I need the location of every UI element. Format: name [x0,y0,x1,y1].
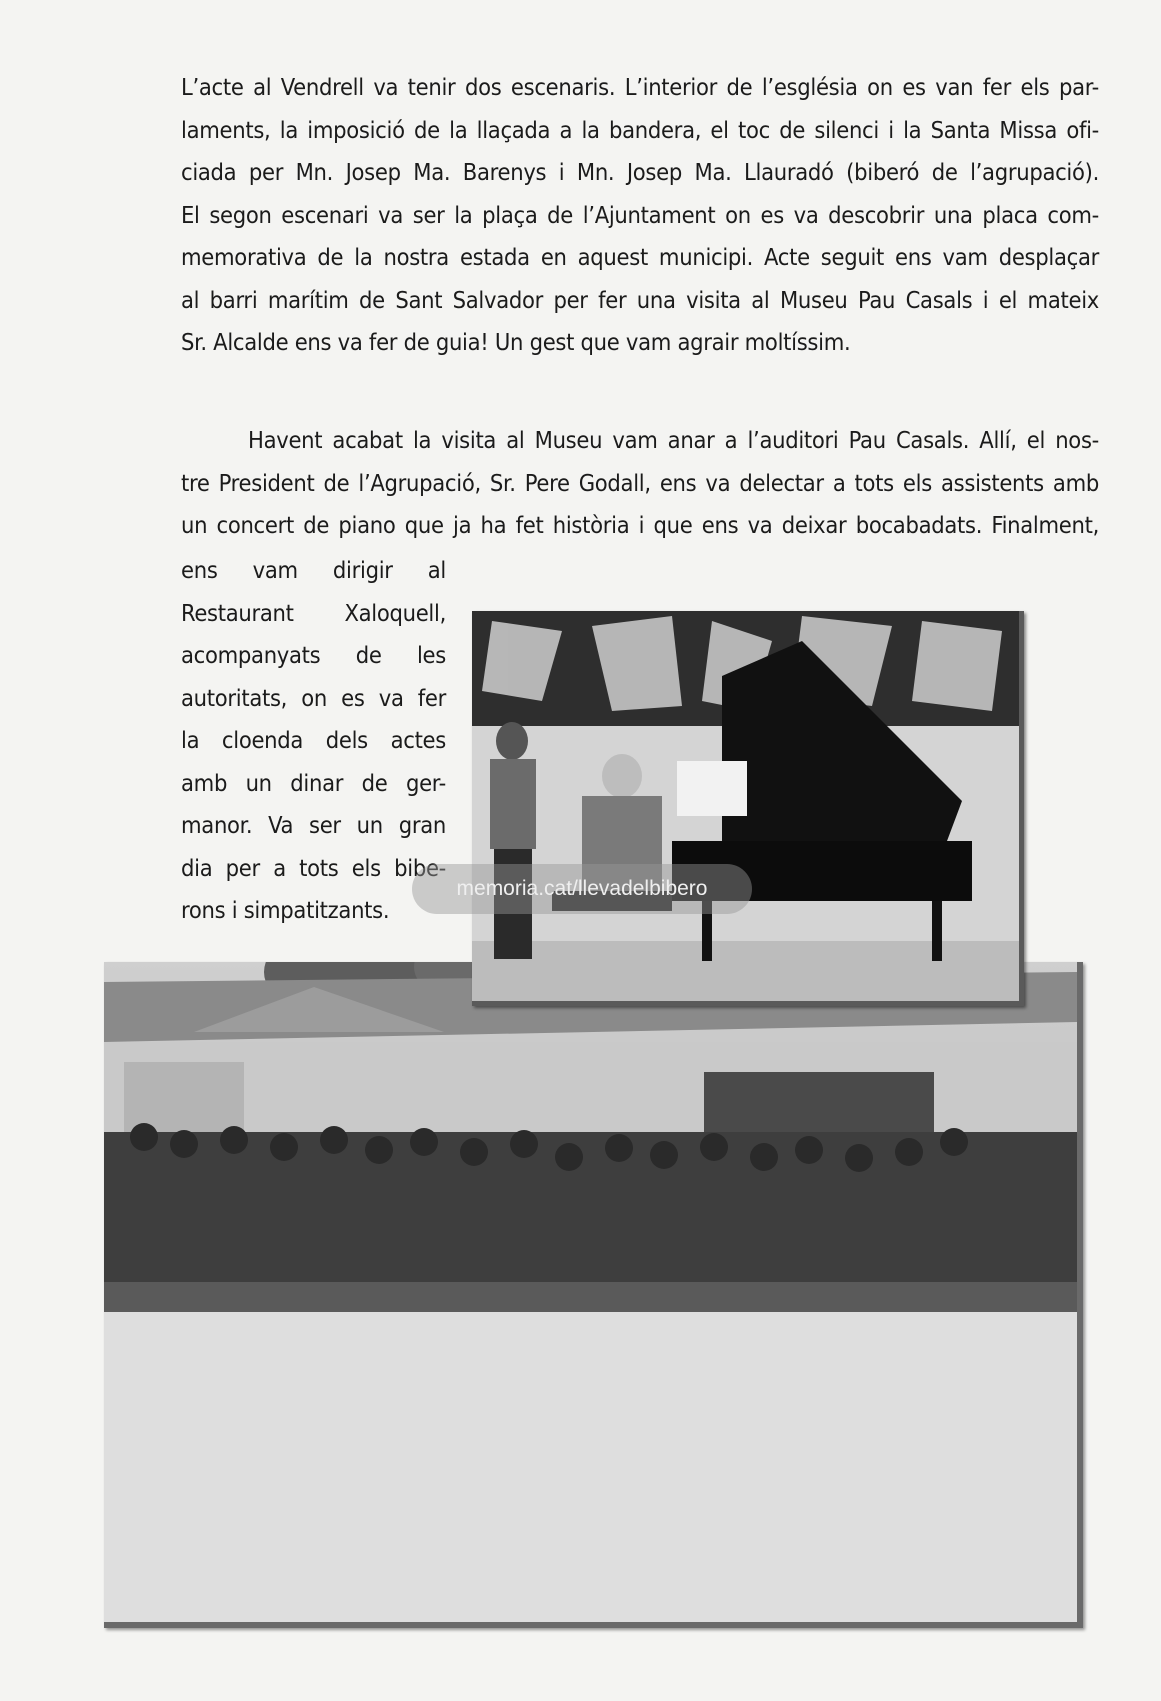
text-line: laments, la imposició de la llaçada a la bandera, el toc de silenci i la Santa Missa ofi- [181,115,1099,144]
text-line: autoritats, on es va fer [181,683,446,712]
paragraph-2 [181,419,1099,547]
paragraph-1 [181,66,1099,364]
text-line: al barri marítim de Sant Salvador per fer una visita al Museu Pau Casals i el mateix [181,285,1099,314]
text-line: memorativa de la nostra estada en aquest municipi. Acte seguit ens vam desplaçar [181,243,1099,271]
piano-photo-illustration [472,611,1019,1001]
paragraph-3 [181,549,446,932]
text-line: tre President de l’Agrupació, Sr. Pere Godall, ens va delectar a tots els assistents amb [181,468,1099,497]
piano-photo [472,611,1024,1006]
text-line: El segon escenari va ser la plaça de l’Ajuntament on es va descobrir una placa com- [181,200,1099,229]
text-line: manor. Va ser un gran [181,811,446,839]
text-line: dia per a tots els bibe- [181,853,446,882]
text-line: acompanyats de les [181,641,446,669]
text-line: Sr. Alcalde ens va fer de guia! Un gest que vam agrair moltíssim. [181,328,851,356]
group-photo-illustration [104,962,1077,1622]
text-line: la cloenda dels actes [181,726,446,754]
text-line: ens vam dirigir al [181,556,446,584]
watermark-label: memoria.cat/llevadelbibero [412,864,752,914]
text-line: L’acte al Vendrell va tenir dos escenaris. L’interior de l’església on es van fer els par- [181,73,1099,101]
group-photo [104,962,1083,1628]
text-line: rons i simpatitzants. [181,896,390,924]
text-line: amb un dinar de ger- [181,768,446,797]
text-line: un concert de piano que ja ha fet història i que ens va deixar bocabadats. Finalment, [181,511,1099,539]
text-line: ciada per Mn. Josep Ma. Barenys i Mn. Josep Ma. Llauradó (biberó de l’agrupació). [181,158,1099,186]
text-line: Restaurant Xaloquell, [181,598,446,627]
text-line: Havent acabat la visita al Museu vam anar a l’auditori Pau Casals. Allí, el nos- [248,426,1099,454]
